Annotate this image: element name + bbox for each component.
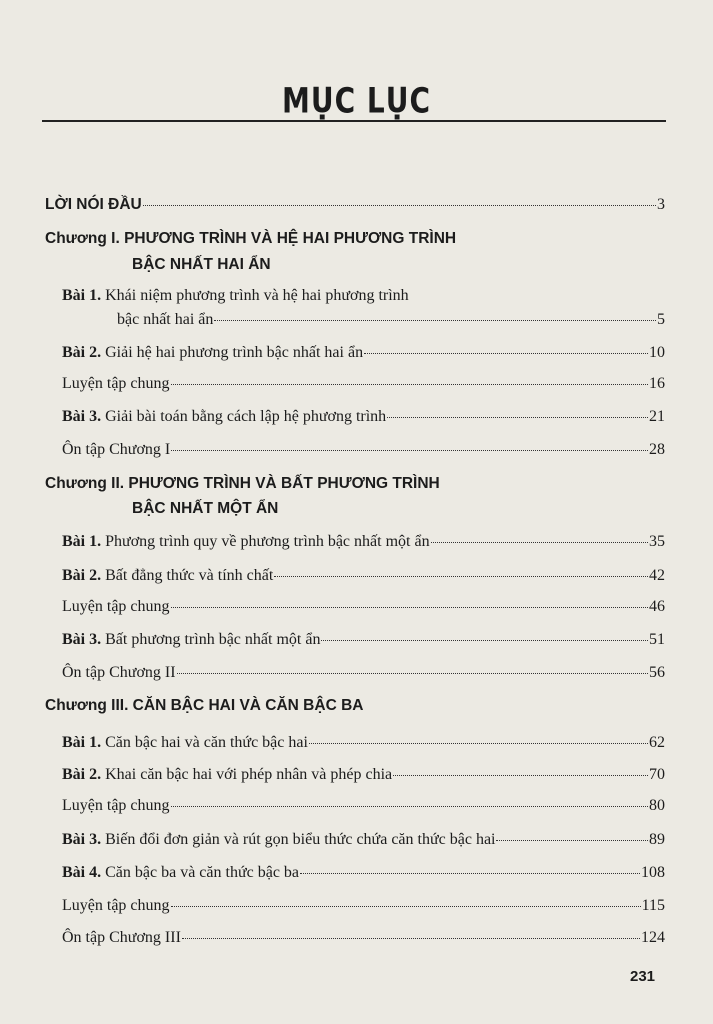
dot-leader xyxy=(171,450,648,451)
toc-entry-lesson[interactable] xyxy=(62,631,665,649)
dot-leader xyxy=(364,353,648,354)
entry-page: 108 xyxy=(641,864,665,881)
toc-entry-review[interactable] xyxy=(62,929,665,947)
entry-label: Khái niệm phương trình và hệ hai phương trình xyxy=(105,287,409,304)
entry-page: 89 xyxy=(649,831,665,848)
entry-label: Bất phương trình bậc nhất một ẩn xyxy=(105,631,321,648)
entry-page: 70 xyxy=(649,766,665,783)
entry-number: Bài 1. xyxy=(62,533,102,550)
toc-entry-lesson[interactable] xyxy=(62,533,665,551)
toc-entry-practice[interactable] xyxy=(62,598,665,616)
dot-leader xyxy=(171,607,648,608)
entry-page: 62 xyxy=(649,734,665,751)
toc-entry-practice[interactable] xyxy=(62,797,665,815)
entry-label: Giải bài toán bằng cách lập hệ phương trình xyxy=(105,408,387,425)
dot-leader xyxy=(171,384,648,385)
entry-page: 21 xyxy=(649,408,665,425)
toc-entry-lesson-cont[interactable] xyxy=(117,311,665,329)
toc-entry-lesson[interactable] xyxy=(62,408,665,426)
dot-leader xyxy=(431,542,648,543)
page-number: 231 xyxy=(630,968,656,985)
dot-leader xyxy=(274,576,648,577)
page-title: MỤC LỤC xyxy=(281,79,432,122)
toc-entry-lesson[interactable] xyxy=(62,344,665,362)
entry-page: 35 xyxy=(649,533,665,550)
entry-page: 5 xyxy=(657,311,665,328)
entry-number: Bài 3. xyxy=(62,631,102,648)
entry-label: Ôn tập Chương III xyxy=(62,929,181,946)
entry-number: Bài 4. xyxy=(62,864,102,881)
dot-leader xyxy=(177,673,648,674)
entry-page: 115 xyxy=(641,897,665,914)
toc-entry-lesson[interactable] xyxy=(62,734,665,752)
entry-label: LỜI NÓI ĐẦU xyxy=(45,196,142,213)
chapter-1-title: Chương I. PHƯƠNG TRÌNH VÀ HỆ HAI PHƯƠNG TRÌNH xyxy=(45,230,457,247)
toc-entry-lesson[interactable] xyxy=(62,831,665,849)
entry-label: Bất đẳng thức và tính chất xyxy=(105,567,274,584)
chapter-2-title: Chương II. PHƯƠNG TRÌNH VÀ BẤT PHƯƠNG TRÌNH xyxy=(45,475,440,492)
dot-leader xyxy=(214,320,656,321)
dot-leader xyxy=(387,417,648,418)
dot-leader xyxy=(496,840,648,841)
entry-label: Biến đổi đơn giản và rút gọn biểu thức chứa căn thức bậc hai xyxy=(105,831,496,848)
entry-number: Bài 2. xyxy=(62,344,102,361)
chapter-1-title-cont: BẬC NHẤT HAI ẨN xyxy=(132,256,271,273)
entry-label: Luyện tập chung xyxy=(62,375,170,392)
dot-leader xyxy=(171,806,648,807)
entry-number: Bài 1. xyxy=(62,734,102,751)
entry-page: 3 xyxy=(657,196,665,213)
dot-leader xyxy=(143,205,656,206)
toc-entry-practice[interactable] xyxy=(62,375,665,393)
dot-leader xyxy=(300,873,640,874)
entry-label: Phương trình quy về phương trình bậc nhất một ẩn xyxy=(105,533,430,550)
toc-entry-lesson[interactable] xyxy=(62,287,409,305)
toc-entry-lesson[interactable] xyxy=(62,864,665,882)
entry-label: Giải hệ hai phương trình bậc nhất hai ẩn xyxy=(105,344,364,361)
entry-label: Ôn tập Chương I xyxy=(62,441,171,458)
dot-leader xyxy=(309,743,648,744)
entry-label: Căn bậc ba và căn thức bậc ba xyxy=(105,864,300,881)
entry-number: Bài 3. xyxy=(62,408,102,425)
toc-entry-review[interactable] xyxy=(62,664,665,682)
toc-entry-foreword[interactable] xyxy=(45,196,665,214)
entry-label-cont: bậc nhất hai ẩn xyxy=(117,311,214,328)
entry-page: 42 xyxy=(649,567,665,584)
entry-page: 124 xyxy=(641,929,665,946)
entry-page: 80 xyxy=(649,797,665,814)
dot-leader xyxy=(182,938,640,939)
entry-label: Khai căn bậc hai với phép nhân và phép chia xyxy=(105,766,393,783)
entry-label: Luyện tập chung xyxy=(62,897,170,914)
title-rule xyxy=(42,120,666,122)
entry-label: Căn bậc hai và căn thức bậc hai xyxy=(105,734,308,751)
entry-label: Luyện tập chung xyxy=(62,598,170,615)
entry-page: 28 xyxy=(649,441,665,458)
dot-leader xyxy=(321,640,648,641)
entry-number: Bài 2. xyxy=(62,567,102,584)
chapter-3-title: Chương III. CĂN BẬC HAI VÀ CĂN BẬC BA xyxy=(45,697,364,714)
dot-leader xyxy=(171,906,641,907)
entry-label: Ôn tập Chương II xyxy=(62,664,176,681)
entry-page: 46 xyxy=(649,598,665,615)
toc-entry-practice[interactable] xyxy=(62,897,665,915)
entry-number: Bài 1. xyxy=(62,287,102,304)
toc-entry-lesson[interactable] xyxy=(62,766,665,784)
dot-leader xyxy=(393,775,648,776)
toc-entry-lesson[interactable] xyxy=(62,567,665,585)
entry-page: 56 xyxy=(649,664,665,681)
entry-page: 10 xyxy=(649,344,665,361)
toc-entry-review[interactable] xyxy=(62,441,665,459)
entry-label: Luyện tập chung xyxy=(62,797,170,814)
chapter-2-title-cont: BẬC NHẤT MỘT ẨN xyxy=(132,500,279,517)
entry-number: Bài 3. xyxy=(62,831,102,848)
entry-number: Bài 2. xyxy=(62,766,102,783)
entry-page: 51 xyxy=(649,631,665,648)
entry-page: 16 xyxy=(649,375,665,392)
